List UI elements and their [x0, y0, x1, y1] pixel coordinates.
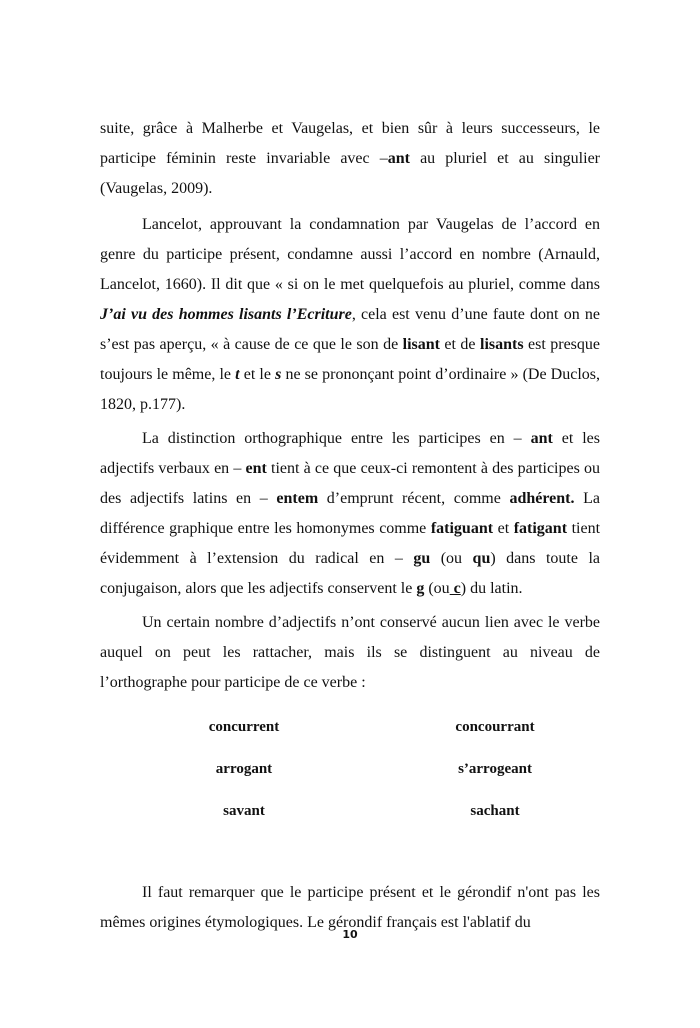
p3-text-e: La différence graphique entre les homonymes comme	[100, 490, 600, 537]
p3-bold-g: g	[416, 580, 425, 597]
adjective-word: savant	[223, 803, 265, 819]
p2-text-e: et le	[239, 366, 276, 383]
pair-row	[100, 796, 600, 838]
p2-bold-lisants: lisants	[480, 336, 524, 353]
p3-bold-qu: qu	[472, 550, 491, 567]
p2-text-b: , cela est venu d’une faute dont on ne s’est pas aperçu, « à cause de ce que le son de	[100, 306, 601, 353]
p3-text-d: d’emprunt récent, comme	[318, 490, 510, 507]
p2-text-d: est presque toujours le même, le	[100, 336, 601, 383]
paragraph-1	[100, 114, 600, 204]
p3-bold-fatigant: fatigant	[513, 520, 568, 537]
p3-text-j: (ou	[424, 580, 450, 597]
p2-text-c: et de	[439, 336, 480, 353]
p1-text-b: au pluriel et au singulier (Vaugelas, 2009).	[100, 150, 600, 197]
p3-text-f: et	[493, 520, 514, 537]
word-pairs	[100, 712, 600, 838]
p3-bold-adherent: adhérent.	[509, 490, 575, 507]
paragraph-3	[100, 424, 600, 604]
p3-text-b: et les adjectifs verbaux en –	[100, 430, 600, 477]
participle-word: concourrant	[455, 719, 535, 735]
pair-row	[100, 712, 600, 754]
p2-quote-title: J’ai vu des hommes lisants l’Ecriture	[100, 306, 352, 323]
p3-text-i: ) dans toute la conjugaison, alors que les adjectifs conservent le	[100, 550, 601, 597]
page-number: 10	[342, 928, 358, 941]
adjective-word: concurrent	[208, 719, 280, 735]
p3-text-g: tient évidemment à l’extension du radical en –	[100, 520, 601, 567]
p2-text-a: Lancelot, approuvant la condamnation par Vaugelas de l’accord en genre du participe présent, condamne aussi l’accord en nombre (Arnauld, Lancelot, 1660). Il dit que « si on le met quelquefois au pluriel, comme dans	[100, 216, 600, 293]
participle-word: s’arrogeant	[458, 761, 532, 777]
paragraph-2	[100, 210, 600, 420]
p2-bold-lisant: lisant	[402, 336, 440, 353]
paragraph-5: Il faut remarquer que le participe présent et le gérondif n'ont pas les mêmes origines étymologiques. Le gérondif français est l'ablatif du	[100, 884, 600, 931]
p3-text-c: tient à ce que ceux-ci remontent à des participes ou des adjectifs latins en –	[100, 460, 601, 507]
p3-text-a: La distinction orthographique entre les participes en –	[142, 430, 531, 447]
p3-bold-fatiguant: fatiguant	[430, 520, 494, 537]
paragraph-4: Un certain nombre d’adjectifs n’ont conservé aucun lien avec le verbe auquel on peut les rattacher, mais ils se distinguent au niveau de l’orthographe pour participe de ce verbe :	[100, 614, 600, 691]
p1-text-a: suite, grâce à Malherbe et Vaugelas, et bien sûr à leurs successeurs, le participe féminin reste invariable avec –	[100, 120, 600, 167]
p3-bold-c: c	[449, 580, 461, 597]
p2-letter-s: s	[275, 366, 282, 383]
p2-text-f: ne se prononçant point d’ordinaire » (De Duclos, 1820, p.177).	[100, 366, 601, 413]
p3-bold-gu: gu	[413, 550, 431, 567]
p3-bold-ant: ant	[530, 430, 553, 447]
p1-bold-ant: ant	[387, 150, 410, 167]
p2-letter-t: t	[235, 366, 240, 383]
p3-bold-entem: entem	[276, 490, 319, 507]
p3-text-h: (ou	[430, 550, 473, 567]
participle-word: sachant	[470, 803, 520, 819]
pair-row	[100, 754, 600, 796]
p3-text-k: ) du latin.	[460, 580, 523, 597]
adjective-word: arrogant	[215, 761, 273, 777]
p3-bold-ent: ent	[245, 460, 267, 477]
body-text	[100, 114, 600, 942]
